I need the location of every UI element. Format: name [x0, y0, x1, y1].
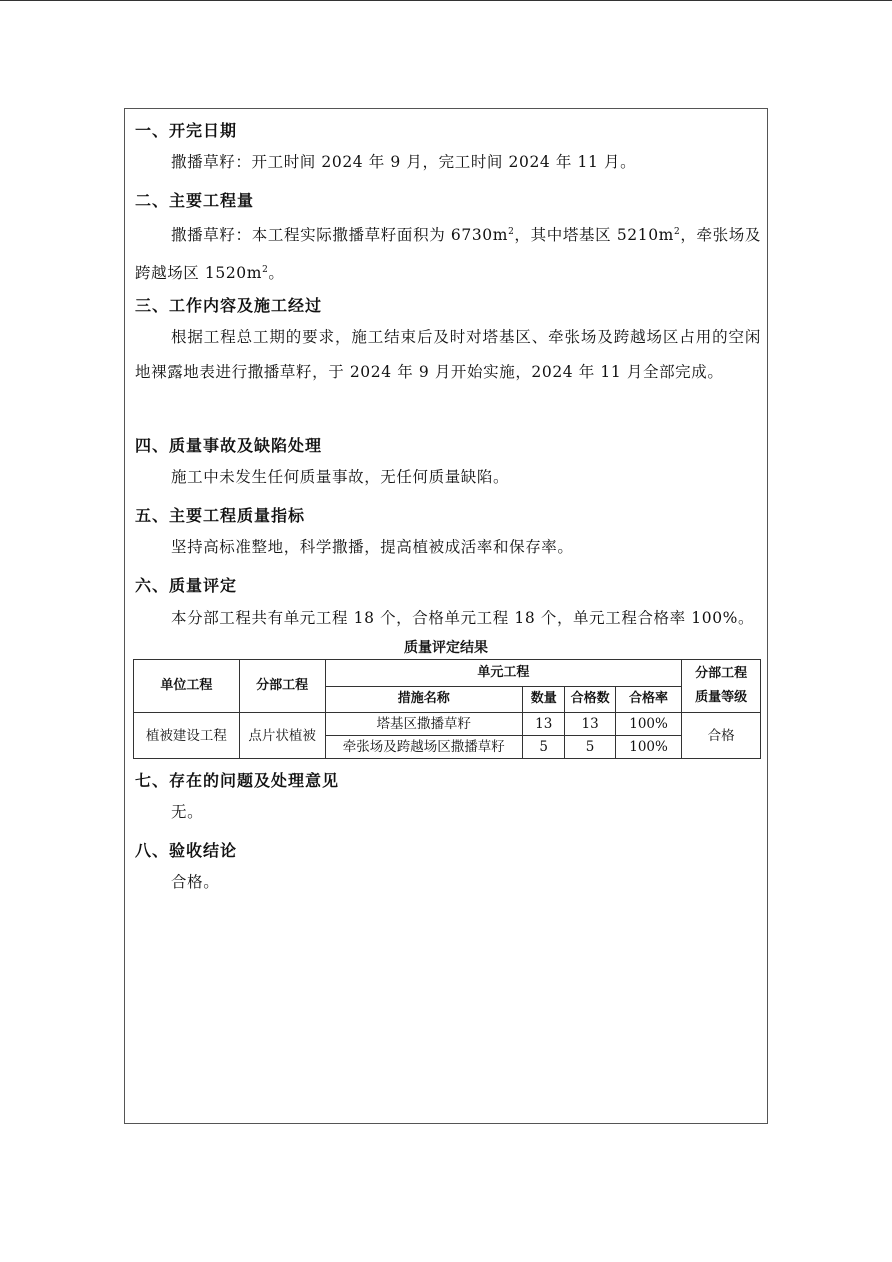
section-heading-7: 七、存在的问题及处理意见: [135, 771, 340, 790]
section-heading-5: 五、主要工程质量指标: [135, 506, 306, 525]
table-header-row: [134, 660, 761, 687]
cell-grade: 合格: [682, 713, 761, 759]
table-caption: 质量评定结果: [404, 640, 488, 656]
section-body-3: 根据工程总工期的要求，施工结束后及时对塔基区、牵张场及跨越场区占用的空闲地裸露地表进行撒播草籽，于 2024 年 9 月开始实施，2024 年 11 月全部完成。: [135, 328, 761, 381]
cell-sub-project: 点片状植被: [239, 713, 325, 759]
header-measure-name: 措施名称: [325, 686, 523, 713]
cell-unit-project: 植被建设工程: [134, 713, 240, 759]
section-body-5: 坚持高标准整地，科学撒播，提高植被成活率和保存率。: [171, 538, 574, 556]
section-heading-8: 八、验收结论: [135, 841, 238, 860]
section-heading-4: 四、质量事故及缺陷处理: [135, 436, 323, 455]
page-top-rule: [0, 0, 892, 1]
cell-measure: 牵张场及跨越场区撒播草籽: [325, 736, 523, 759]
section-heading-2: 二、主要工程量: [135, 191, 255, 210]
quality-assessment-table: [133, 659, 761, 759]
section-body-8: 合格。: [171, 873, 220, 891]
section-body-1: 撒播草籽：开工时间 2024 年 9 月，完工时间 2024 年 11 月。: [171, 153, 637, 171]
cell-measure: 塔基区撒播草籽: [325, 713, 523, 736]
table-row: [134, 713, 761, 736]
cell-count: 13: [523, 713, 565, 736]
header-sub-project: 分部工程: [239, 660, 325, 713]
header-pass-rate: 合格率: [615, 686, 682, 713]
cell-rate: 100%: [615, 736, 682, 759]
section-heading-6: 六、质量评定: [135, 576, 238, 595]
section-heading-3: 三、工作内容及施工经过: [135, 296, 323, 315]
section-body-7: 无。: [171, 803, 204, 821]
section-heading-1: 一、开完日期: [135, 121, 238, 140]
header-unit-project: 单位工程: [134, 660, 240, 713]
header-element-project: 单元工程: [325, 660, 682, 687]
section-body-4: 施工中未发生任何质量事故，无任何质量缺陷。: [171, 468, 510, 486]
cell-rate: 100%: [615, 713, 682, 736]
cell-count: 5: [523, 736, 565, 759]
section-body-2: 撒播草籽：本工程实际撒播草籽面积为 $6730m^2$，其中塔基区 $5210m^2$，牵张场及跨越场区 $1520m^2$。: [135, 226, 761, 283]
header-grade: 分部工程 质量等级: [682, 660, 761, 713]
header-count: 数量: [523, 686, 565, 713]
acceptance-form-frame: [124, 108, 768, 1124]
header-qualified-count: 合格数: [565, 686, 615, 713]
cell-qualified: 5: [565, 736, 615, 759]
cell-qualified: 13: [565, 713, 615, 736]
section-body-6: 本分部工程共有单元工程 18 个，合格单元工程 18 个，单元工程合格率 100%。: [171, 609, 755, 627]
